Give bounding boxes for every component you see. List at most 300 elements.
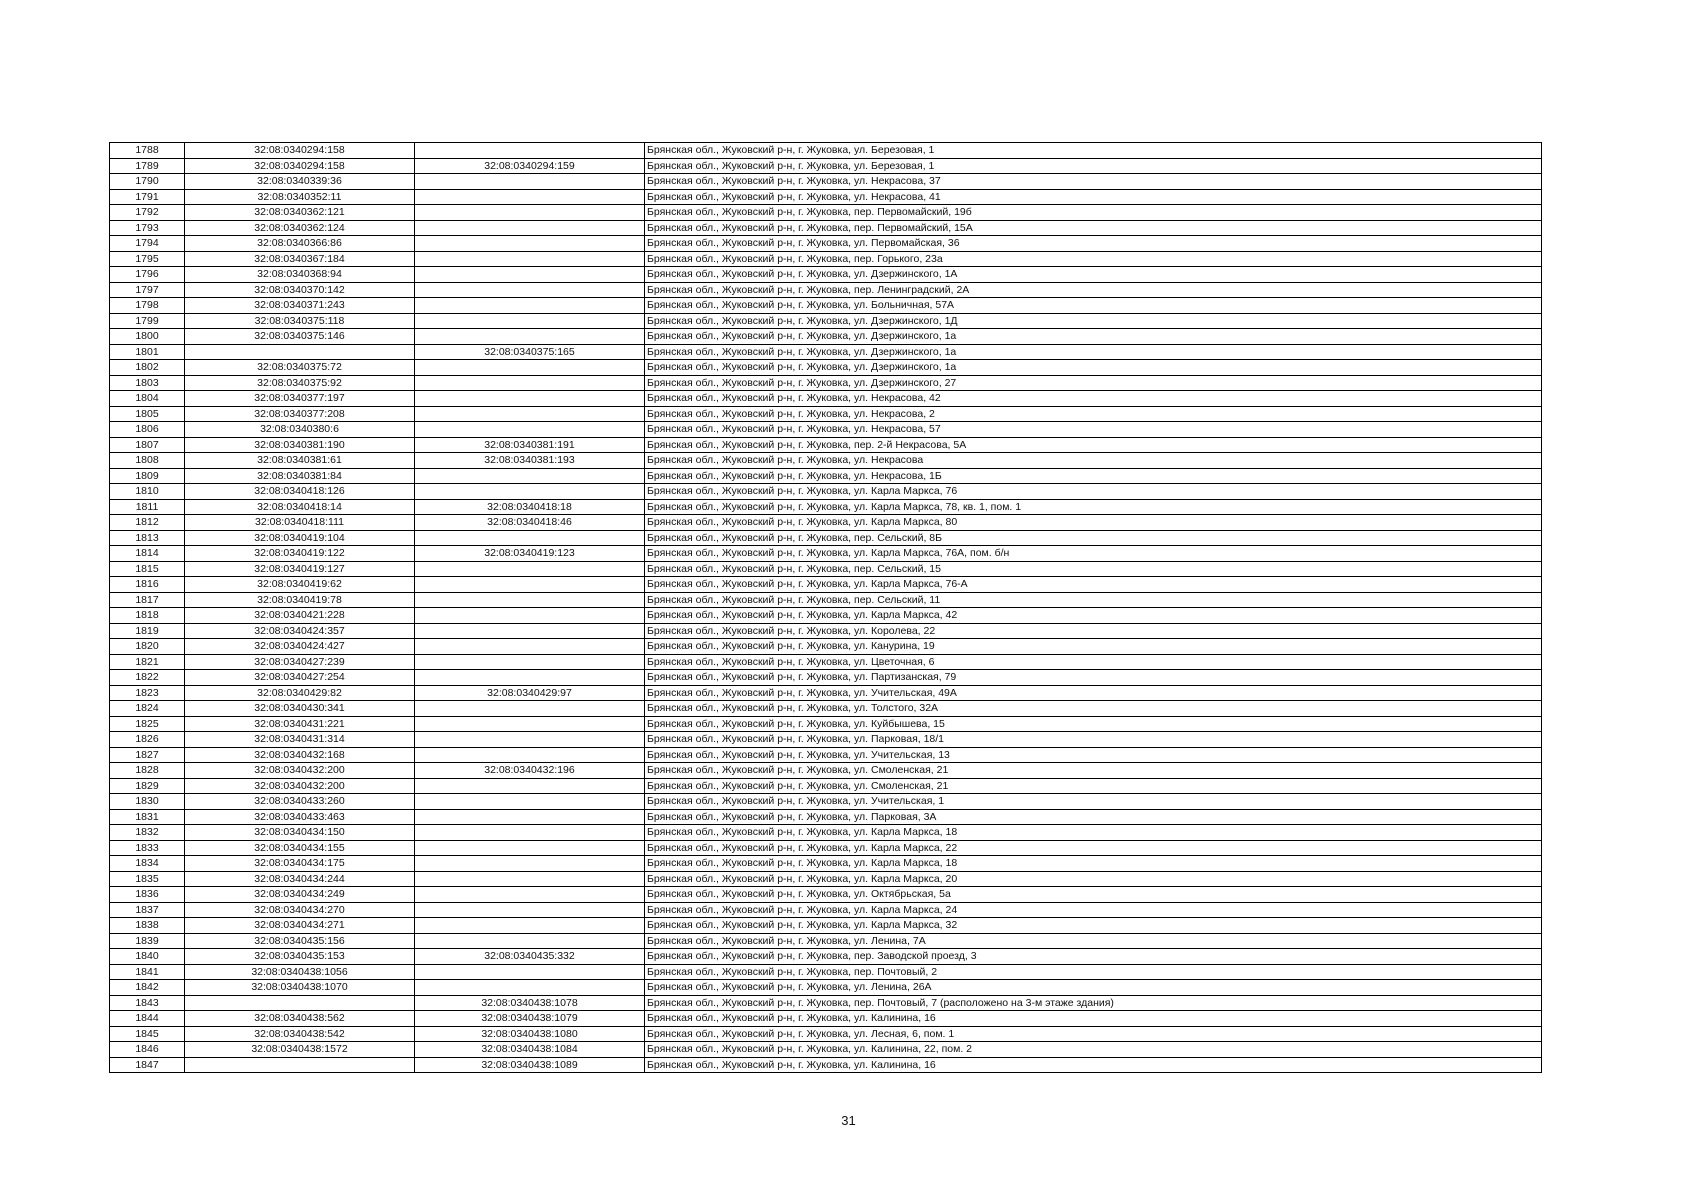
related-cadastral-number-cell (415, 701, 645, 717)
cadastral-number-cell: 32:08:0340424:427 (185, 639, 415, 655)
address-cell: Брянская обл., Жуковский р-н, г. Жуковка, ул. Лесная, 6, пом. 1 (645, 1026, 1542, 1042)
table-row (110, 902, 1542, 918)
cadastral-number-cell: 32:08:0340433:463 (185, 809, 415, 825)
row-number-cell: 1812 (110, 515, 185, 531)
cadastral-number-cell: 32:08:0340375:92 (185, 375, 415, 391)
cadastral-number-cell: 32:08:0340339:36 (185, 174, 415, 190)
row-number-cell: 1845 (110, 1026, 185, 1042)
table-row (110, 236, 1542, 252)
related-cadastral-number-cell (415, 732, 645, 748)
registry-table-body (110, 143, 1542, 1073)
row-number-cell: 1815 (110, 561, 185, 577)
table-row (110, 437, 1542, 453)
table-row (110, 406, 1542, 422)
address-cell: Брянская обл., Жуковский р-н, г. Жуковка, пер. Горького, 23а (645, 251, 1542, 267)
address-cell: Брянская обл., Жуковский р-н, г. Жуковка, ул. Карла Маркса, 42 (645, 608, 1542, 624)
related-cadastral-number-cell (415, 964, 645, 980)
related-cadastral-number-cell (415, 856, 645, 872)
cadastral-number-cell: 32:08:0340362:121 (185, 205, 415, 221)
cadastral-number-cell: 32:08:0340381:190 (185, 437, 415, 453)
row-number-cell: 1811 (110, 499, 185, 515)
cadastral-number-cell: 32:08:0340429:82 (185, 685, 415, 701)
address-cell: Брянская обл., Жуковский р-н, г. Жуковка, ул. Учительская, 49А (645, 685, 1542, 701)
table-row (110, 980, 1542, 996)
related-cadastral-number-cell (415, 933, 645, 949)
row-number-cell: 1836 (110, 887, 185, 903)
row-number-cell: 1795 (110, 251, 185, 267)
related-cadastral-number-cell (415, 329, 645, 345)
cadastral-number-cell: 32:08:0340434:155 (185, 840, 415, 856)
cadastral-number-cell: 32:08:0340366:86 (185, 236, 415, 252)
related-cadastral-number-cell (415, 670, 645, 686)
table-row (110, 933, 1542, 949)
address-cell: Брянская обл., Жуковский р-н, г. Жуковка, ул. Карла Маркса, 18 (645, 825, 1542, 841)
table-row (110, 143, 1542, 159)
address-cell: Брянская обл., Жуковский р-н, г. Жуковка, ул. Королева, 22 (645, 623, 1542, 639)
table-row (110, 995, 1542, 1011)
row-number-cell: 1826 (110, 732, 185, 748)
table-row (110, 670, 1542, 686)
row-number-cell: 1802 (110, 360, 185, 376)
related-cadastral-number-cell: 32:08:0340429:97 (415, 685, 645, 701)
table-row (110, 422, 1542, 438)
related-cadastral-number-cell (415, 577, 645, 593)
cadastral-number-cell: 32:08:0340438:1056 (185, 964, 415, 980)
related-cadastral-number-cell (415, 794, 645, 810)
row-number-cell: 1792 (110, 205, 185, 221)
address-cell: Брянская обл., Жуковский р-н, г. Жуковка, ул. Карла Маркса, 80 (645, 515, 1542, 531)
address-cell: Брянская обл., Жуковский р-н, г. Жуковка, ул. Некрасова, 42 (645, 391, 1542, 407)
row-number-cell: 1817 (110, 592, 185, 608)
row-number-cell: 1791 (110, 189, 185, 205)
cadastral-number-cell: 32:08:0340418:14 (185, 499, 415, 515)
table-row (110, 592, 1542, 608)
cadastral-number-cell: 32:08:0340434:271 (185, 918, 415, 934)
row-number-cell: 1814 (110, 546, 185, 562)
row-number-cell: 1803 (110, 375, 185, 391)
row-number-cell: 1824 (110, 701, 185, 717)
cadastral-number-cell: 32:08:0340419:78 (185, 592, 415, 608)
table-row (110, 468, 1542, 484)
cadastral-number-cell: 32:08:0340380:6 (185, 422, 415, 438)
related-cadastral-number-cell (415, 267, 645, 283)
cadastral-number-cell: 32:08:0340377:208 (185, 406, 415, 422)
row-number-cell: 1827 (110, 747, 185, 763)
row-number-cell: 1841 (110, 964, 185, 980)
row-number-cell: 1831 (110, 809, 185, 825)
address-cell: Брянская обл., Жуковский р-н, г. Жуковка, ул. Партизанская, 79 (645, 670, 1542, 686)
related-cadastral-number-cell: 32:08:0340381:193 (415, 453, 645, 469)
address-cell: Брянская обл., Жуковский р-н, г. Жуковка, ул. Канурина, 19 (645, 639, 1542, 655)
cadastral-number-cell: 32:08:0340371:243 (185, 298, 415, 314)
table-row (110, 825, 1542, 841)
cadastral-number-cell: 32:08:0340424:357 (185, 623, 415, 639)
related-cadastral-number-cell (415, 220, 645, 236)
related-cadastral-number-cell: 32:08:0340438:1089 (415, 1057, 645, 1073)
row-number-cell: 1839 (110, 933, 185, 949)
related-cadastral-number-cell (415, 980, 645, 996)
cadastral-number-cell: 32:08:0340294:158 (185, 158, 415, 174)
table-row (110, 344, 1542, 360)
related-cadastral-number-cell: 32:08:0340381:191 (415, 437, 645, 453)
cadastral-number-cell: 32:08:0340427:239 (185, 654, 415, 670)
address-cell: Брянская обл., Жуковский р-н, г. Жуковка, ул. Дзержинского, 1а (645, 360, 1542, 376)
related-cadastral-number-cell (415, 236, 645, 252)
table-row (110, 778, 1542, 794)
address-cell: Брянская обл., Жуковский р-н, г. Жуковка, ул. Дзержинского, 27 (645, 375, 1542, 391)
related-cadastral-number-cell (415, 809, 645, 825)
cadastral-number-cell: 32:08:0340432:168 (185, 747, 415, 763)
cadastral-number-cell: 32:08:0340352:11 (185, 189, 415, 205)
row-number-cell: 1816 (110, 577, 185, 593)
related-cadastral-number-cell (415, 902, 645, 918)
row-number-cell: 1835 (110, 871, 185, 887)
address-cell: Брянская обл., Жуковский р-н, г. Жуковка, пер. Первомайский, 15А (645, 220, 1542, 236)
related-cadastral-number-cell: 32:08:0340294:159 (415, 158, 645, 174)
table-row (110, 1057, 1542, 1073)
row-number-cell: 1833 (110, 840, 185, 856)
table-row (110, 546, 1542, 562)
row-number-cell: 1832 (110, 825, 185, 841)
table-row (110, 1042, 1542, 1058)
related-cadastral-number-cell (415, 468, 645, 484)
cadastral-number-cell: 32:08:0340434:270 (185, 902, 415, 918)
related-cadastral-number-cell (415, 778, 645, 794)
related-cadastral-number-cell: 32:08:0340418:18 (415, 499, 645, 515)
row-number-cell: 1847 (110, 1057, 185, 1073)
table-row (110, 499, 1542, 515)
related-cadastral-number-cell (415, 360, 645, 376)
cadastral-number-cell: 32:08:0340381:84 (185, 468, 415, 484)
related-cadastral-number-cell: 32:08:0340438:1078 (415, 995, 645, 1011)
address-cell: Брянская обл., Жуковский р-н, г. Жуковка, ул. Карла Маркса, 22 (645, 840, 1542, 856)
cadastral-number-cell: 32:08:0340419:122 (185, 546, 415, 562)
address-cell: Брянская обл., Жуковский р-н, г. Жуковка, ул. Октябрьская, 5а (645, 887, 1542, 903)
row-number-cell: 1807 (110, 437, 185, 453)
address-cell: Брянская обл., Жуковский р-н, г. Жуковка, ул. Карла Маркса, 76-А (645, 577, 1542, 593)
address-cell: Брянская обл., Жуковский р-н, г. Жуковка, ул. Парковая, 3А (645, 809, 1542, 825)
address-cell: Брянская обл., Жуковский р-н, г. Жуковка, ул. Карла Маркса, 32 (645, 918, 1542, 934)
table-row (110, 856, 1542, 872)
table-row (110, 763, 1542, 779)
related-cadastral-number-cell (415, 174, 645, 190)
table-row (110, 313, 1542, 329)
address-cell: Брянская обл., Жуковский р-н, г. Жуковка, ул. Калинина, 16 (645, 1011, 1542, 1027)
cadastral-number-cell: 32:08:0340375:118 (185, 313, 415, 329)
row-number-cell: 1821 (110, 654, 185, 670)
row-number-cell: 1789 (110, 158, 185, 174)
cadastral-number-cell: 32:08:0340377:197 (185, 391, 415, 407)
address-cell: Брянская обл., Жуковский р-н, г. Жуковка, ул. Некрасова, 1Б (645, 468, 1542, 484)
related-cadastral-number-cell (415, 391, 645, 407)
page-number: 31 (841, 1113, 856, 1128)
related-cadastral-number-cell: 32:08:0340419:123 (415, 546, 645, 562)
cadastral-number-cell: 32:08:0340370:142 (185, 282, 415, 298)
cadastral-number-cell: 32:08:0340294:158 (185, 143, 415, 159)
table-row (110, 298, 1542, 314)
table-row (110, 189, 1542, 205)
related-cadastral-number-cell (415, 189, 645, 205)
row-number-cell: 1793 (110, 220, 185, 236)
row-number-cell: 1829 (110, 778, 185, 794)
address-cell: Брянская обл., Жуковский р-н, г. Жуковка, ул. Дзержинского, 1а (645, 344, 1542, 360)
address-cell: Брянская обл., Жуковский р-н, г. Жуковка, ул. Дзержинского, 1А (645, 267, 1542, 283)
row-number-cell: 1825 (110, 716, 185, 732)
row-number-cell: 1813 (110, 530, 185, 546)
related-cadastral-number-cell (415, 282, 645, 298)
row-number-cell: 1818 (110, 608, 185, 624)
cadastral-number-cell: 32:08:0340431:221 (185, 716, 415, 732)
table-row (110, 251, 1542, 267)
cadastral-number-cell: 32:08:0340375:146 (185, 329, 415, 345)
address-cell: Брянская обл., Жуковский р-н, г. Жуковка, ул. Куйбышева, 15 (645, 716, 1542, 732)
address-cell: Брянская обл., Жуковский р-н, г. Жуковка, пер. Первомайский, 19б (645, 205, 1542, 221)
related-cadastral-number-cell: 32:08:0340435:332 (415, 949, 645, 965)
table-row (110, 887, 1542, 903)
table-row (110, 918, 1542, 934)
related-cadastral-number-cell (415, 143, 645, 159)
table-row (110, 949, 1542, 965)
cadastral-number-cell: 32:08:0340438:1572 (185, 1042, 415, 1058)
address-cell: Брянская обл., Жуковский р-н, г. Жуковка, ул. Березовая, 1 (645, 143, 1542, 159)
address-cell: Брянская обл., Жуковский р-н, г. Жуковка, ул. Некрасова, 2 (645, 406, 1542, 422)
table-row (110, 794, 1542, 810)
related-cadastral-number-cell (415, 251, 645, 267)
row-number-cell: 1797 (110, 282, 185, 298)
row-number-cell: 1809 (110, 468, 185, 484)
cadastral-number-cell: 32:08:0340421:228 (185, 608, 415, 624)
related-cadastral-number-cell (415, 654, 645, 670)
row-number-cell: 1804 (110, 391, 185, 407)
row-number-cell: 1843 (110, 995, 185, 1011)
table-row (110, 561, 1542, 577)
row-number-cell: 1810 (110, 484, 185, 500)
address-cell: Брянская обл., Жуковский р-н, г. Жуковка, ул. Некрасова, 37 (645, 174, 1542, 190)
table-row (110, 530, 1542, 546)
cadastral-number-cell: 32:08:0340434:150 (185, 825, 415, 841)
cadastral-number-cell: 32:08:0340438:542 (185, 1026, 415, 1042)
cadastral-number-cell: 32:08:0340434:249 (185, 887, 415, 903)
row-number-cell: 1828 (110, 763, 185, 779)
related-cadastral-number-cell (415, 825, 645, 841)
related-cadastral-number-cell (415, 561, 645, 577)
related-cadastral-number-cell: 32:08:0340375:165 (415, 344, 645, 360)
row-number-cell: 1808 (110, 453, 185, 469)
cadastral-number-cell: 32:08:0340418:111 (185, 515, 415, 531)
cadastral-number-cell: 32:08:0340435:153 (185, 949, 415, 965)
address-cell: Брянская обл., Жуковский р-н, г. Жуковка, пер. Заводской проезд, 3 (645, 949, 1542, 965)
cadastral-number-cell: 32:08:0340432:200 (185, 778, 415, 794)
cadastral-number-cell: 32:08:0340435:156 (185, 933, 415, 949)
related-cadastral-number-cell: 32:08:0340438:1080 (415, 1026, 645, 1042)
cadastral-number-cell: 32:08:0340418:126 (185, 484, 415, 500)
address-cell: Брянская обл., Жуковский р-н, г. Жуковка, пер. Сельский, 15 (645, 561, 1542, 577)
cadastral-number-cell: 32:08:0340433:260 (185, 794, 415, 810)
table-row (110, 205, 1542, 221)
related-cadastral-number-cell (415, 406, 645, 422)
address-cell: Брянская обл., Жуковский р-н, г. Жуковка, ул. Ленина, 7А (645, 933, 1542, 949)
table-row (110, 871, 1542, 887)
table-row (110, 375, 1542, 391)
cadastral-number-cell: 32:08:0340375:72 (185, 360, 415, 376)
address-cell: Брянская обл., Жуковский р-н, г. Жуковка, ул. Карла Маркса, 76 (645, 484, 1542, 500)
row-number-cell: 1846 (110, 1042, 185, 1058)
address-cell: Брянская обл., Жуковский р-н, г. Жуковка, ул. Учительская, 1 (645, 794, 1542, 810)
row-number-cell: 1798 (110, 298, 185, 314)
related-cadastral-number-cell (415, 422, 645, 438)
address-cell: Брянская обл., Жуковский р-н, г. Жуковка, ул. Дзержинского, 1Д (645, 313, 1542, 329)
table-row (110, 515, 1542, 531)
address-cell: Брянская обл., Жуковский р-н, г. Жуковка, пер. Ленинградский, 2А (645, 282, 1542, 298)
table-row (110, 608, 1542, 624)
address-cell: Брянская обл., Жуковский р-н, г. Жуковка, ул. Смоленская, 21 (645, 778, 1542, 794)
related-cadastral-number-cell (415, 530, 645, 546)
row-number-cell: 1790 (110, 174, 185, 190)
address-cell: Брянская обл., Жуковский р-н, г. Жуковка, ул. Некрасова, 41 (645, 189, 1542, 205)
address-cell: Брянская обл., Жуковский р-н, г. Жуковка, ул. Некрасова, 57 (645, 422, 1542, 438)
row-number-cell: 1806 (110, 422, 185, 438)
table-row (110, 329, 1542, 345)
address-cell: Брянская обл., Жуковский р-н, г. Жуковка, ул. Березовая, 1 (645, 158, 1542, 174)
related-cadastral-number-cell (415, 747, 645, 763)
related-cadastral-number-cell (415, 840, 645, 856)
cadastral-number-cell: 32:08:0340438:562 (185, 1011, 415, 1027)
address-cell: Брянская обл., Жуковский р-н, г. Жуковка, ул. Карла Маркса, 76А, пом. б/н (645, 546, 1542, 562)
row-number-cell: 1801 (110, 344, 185, 360)
cadastral-number-cell: 32:08:0340367:184 (185, 251, 415, 267)
address-cell: Брянская обл., Жуковский р-н, г. Жуковка, пер. Сельский, 11 (645, 592, 1542, 608)
related-cadastral-number-cell (415, 608, 645, 624)
table-row (110, 360, 1542, 376)
related-cadastral-number-cell: 32:08:0340418:46 (415, 515, 645, 531)
row-number-cell: 1794 (110, 236, 185, 252)
related-cadastral-number-cell (415, 484, 645, 500)
address-cell: Брянская обл., Жуковский р-н, г. Жуковка, ул. Учительская, 13 (645, 747, 1542, 763)
address-cell: Брянская обл., Жуковский р-н, г. Жуковка, ул. Калинина, 22, пом. 2 (645, 1042, 1542, 1058)
row-number-cell: 1844 (110, 1011, 185, 1027)
cadastral-number-cell (185, 1057, 415, 1073)
table-row (110, 453, 1542, 469)
cadastral-number-cell (185, 995, 415, 1011)
related-cadastral-number-cell (415, 639, 645, 655)
row-number-cell: 1840 (110, 949, 185, 965)
related-cadastral-number-cell (415, 918, 645, 934)
cadastral-number-cell: 32:08:0340432:200 (185, 763, 415, 779)
address-cell: Брянская обл., Жуковский р-н, г. Жуковка, пер. Почтовый, 7 (расположено на 3-м этаже здания) (645, 995, 1542, 1011)
row-number-cell: 1838 (110, 918, 185, 934)
row-number-cell: 1830 (110, 794, 185, 810)
cadastral-number-cell: 32:08:0340434:244 (185, 871, 415, 887)
related-cadastral-number-cell: 32:08:0340432:196 (415, 763, 645, 779)
address-cell: Брянская обл., Жуковский р-н, г. Жуковка, ул. Больничная, 57А (645, 298, 1542, 314)
row-number-cell: 1822 (110, 670, 185, 686)
cadastral-number-cell (185, 344, 415, 360)
row-number-cell: 1820 (110, 639, 185, 655)
row-number-cell: 1800 (110, 329, 185, 345)
row-number-cell: 1837 (110, 902, 185, 918)
cadastral-number-cell: 32:08:0340419:62 (185, 577, 415, 593)
cadastral-number-cell: 32:08:0340430:341 (185, 701, 415, 717)
table-row (110, 623, 1542, 639)
table-row (110, 1026, 1542, 1042)
related-cadastral-number-cell (415, 887, 645, 903)
address-cell: Брянская обл., Жуковский р-н, г. Жуковка, ул. Калинина, 16 (645, 1057, 1542, 1073)
table-row (110, 840, 1542, 856)
row-number-cell: 1796 (110, 267, 185, 283)
related-cadastral-number-cell (415, 205, 645, 221)
address-cell: Брянская обл., Жуковский р-н, г. Жуковка, ул. Дзержинского, 1а (645, 329, 1542, 345)
address-cell: Брянская обл., Жуковский р-н, г. Жуковка, ул. Первомайская, 36 (645, 236, 1542, 252)
related-cadastral-number-cell (415, 592, 645, 608)
table-row (110, 654, 1542, 670)
address-cell: Брянская обл., Жуковский р-н, г. Жуковка, ул. Цветочная, 6 (645, 654, 1542, 670)
row-number-cell: 1842 (110, 980, 185, 996)
table-row (110, 158, 1542, 174)
cadastral-number-cell: 32:08:0340362:124 (185, 220, 415, 236)
row-number-cell: 1819 (110, 623, 185, 639)
address-cell: Брянская обл., Жуковский р-н, г. Жуковка, ул. Парковая, 18/1 (645, 732, 1542, 748)
address-cell: Брянская обл., Жуковский р-н, г. Жуковка, ул. Карла Маркса, 78, кв. 1, пом. 1 (645, 499, 1542, 515)
table-row (110, 282, 1542, 298)
related-cadastral-number-cell (415, 871, 645, 887)
table-row (110, 577, 1542, 593)
address-cell: Брянская обл., Жуковский р-н, г. Жуковка, ул. Карла Маркса, 24 (645, 902, 1542, 918)
cadastral-number-cell: 32:08:0340419:127 (185, 561, 415, 577)
address-cell: Брянская обл., Жуковский р-н, г. Жуковка, ул. Смоленская, 21 (645, 763, 1542, 779)
row-number-cell: 1788 (110, 143, 185, 159)
related-cadastral-number-cell: 32:08:0340438:1079 (415, 1011, 645, 1027)
cadastral-number-cell: 32:08:0340438:1070 (185, 980, 415, 996)
table-row (110, 484, 1542, 500)
row-number-cell: 1834 (110, 856, 185, 872)
address-cell: Брянская обл., Жуковский р-н, г. Жуковка, ул. Ленина, 26А (645, 980, 1542, 996)
row-number-cell: 1805 (110, 406, 185, 422)
cadastral-number-cell: 32:08:0340381:61 (185, 453, 415, 469)
related-cadastral-number-cell (415, 298, 645, 314)
related-cadastral-number-cell (415, 313, 645, 329)
property-registry-table (109, 142, 1542, 1073)
table-row (110, 685, 1542, 701)
table-row (110, 964, 1542, 980)
document-sheet (109, 142, 1541, 1073)
table-row (110, 747, 1542, 763)
cadastral-number-cell: 32:08:0340434:175 (185, 856, 415, 872)
address-cell: Брянская обл., Жуковский р-н, г. Жуковка, пер. 2-й Некрасова, 5А (645, 437, 1542, 453)
table-row (110, 809, 1542, 825)
related-cadastral-number-cell (415, 375, 645, 391)
row-number-cell: 1823 (110, 685, 185, 701)
table-row (110, 1011, 1542, 1027)
table-row (110, 639, 1542, 655)
table-row (110, 716, 1542, 732)
address-cell: Брянская обл., Жуковский р-н, г. Жуковка, пер. Сельский, 8Б (645, 530, 1542, 546)
address-cell: Брянская обл., Жуковский р-н, г. Жуковка, ул. Некрасова (645, 453, 1542, 469)
related-cadastral-number-cell (415, 623, 645, 639)
cadastral-number-cell: 32:08:0340427:254 (185, 670, 415, 686)
address-cell: Брянская обл., Жуковский р-н, г. Жуковка, ул. Карла Маркса, 18 (645, 856, 1542, 872)
cadastral-number-cell: 32:08:0340368:94 (185, 267, 415, 283)
address-cell: Брянская обл., Жуковский р-н, г. Жуковка, пер. Почтовый, 2 (645, 964, 1542, 980)
related-cadastral-number-cell (415, 716, 645, 732)
row-number-cell: 1799 (110, 313, 185, 329)
table-row (110, 701, 1542, 717)
cadastral-number-cell: 32:08:0340431:314 (185, 732, 415, 748)
cadastral-number-cell: 32:08:0340419:104 (185, 530, 415, 546)
table-row (110, 220, 1542, 236)
address-cell: Брянская обл., Жуковский р-н, г. Жуковка, ул. Карла Маркса, 20 (645, 871, 1542, 887)
table-row (110, 267, 1542, 283)
related-cadastral-number-cell: 32:08:0340438:1084 (415, 1042, 645, 1058)
